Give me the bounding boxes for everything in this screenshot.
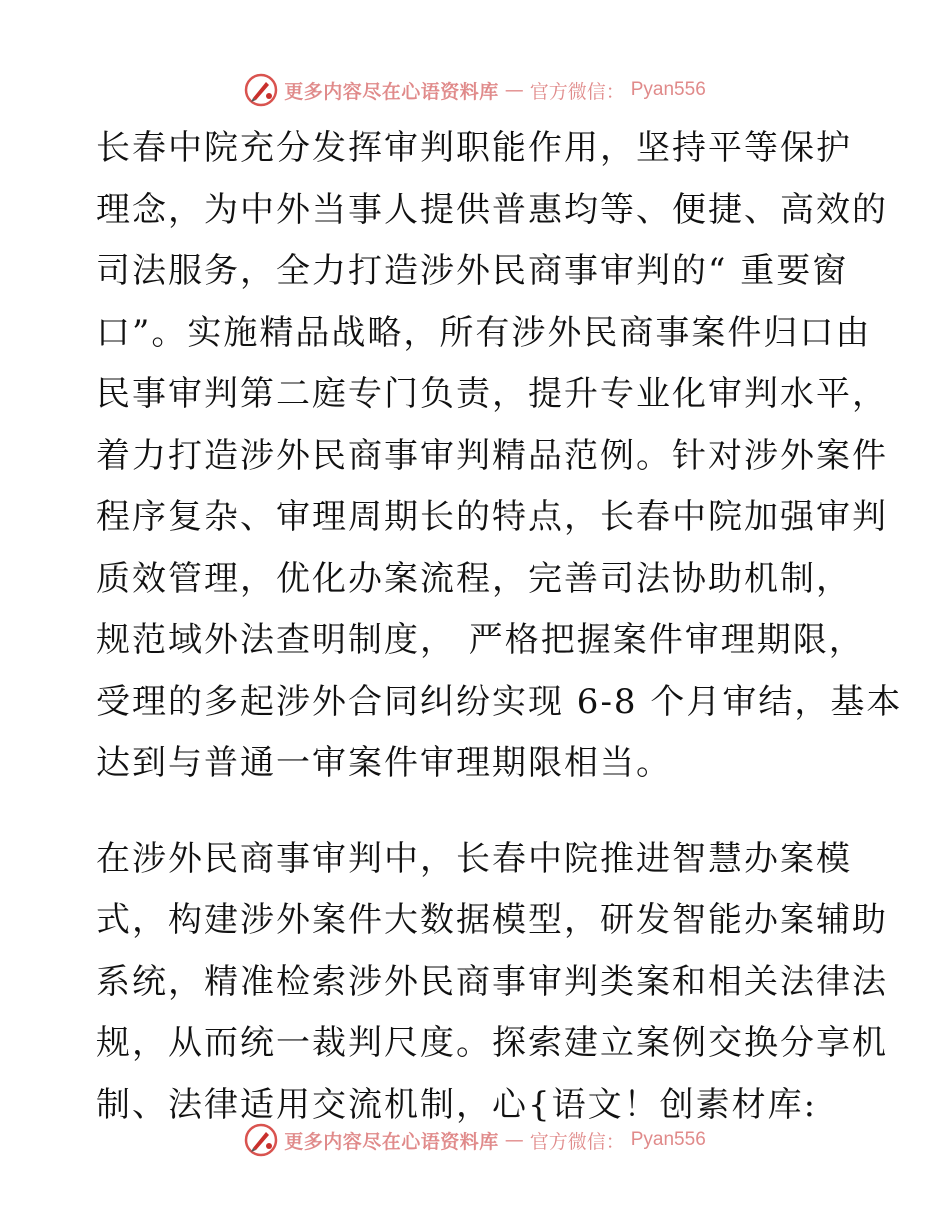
paragraph-line: 在涉外民商事审判中，长春中院推进智慧办案模 [96,838,852,879]
banner-wechat-label: 官方微信： [529,1130,625,1153]
paragraph-line: 司法服务，全力打造涉外民商事审判的“ 重要窗 [96,251,849,291]
paragraph-line: 规范域外法查明制度， 严格把握案件审理期限， [96,620,865,660]
paragraph-2 [96,829,888,1137]
quill-pen-logo-icon [244,73,278,107]
paragraph-line: 着力打造涉外民商事审判精品范例。针对涉外案件 [96,435,888,476]
paragraph-line: 规，从而统一裁判尺度。探索建立案例交换分享机 [96,1023,888,1063]
document-body [96,118,903,1136]
banner-dash: — [504,79,524,101]
footer-banner [0,1120,950,1160]
paragraph-line: 口”。实施精品战略，所有涉外民商事案件归口由 [96,312,872,353]
quill-pen-logo-icon [244,1123,278,1157]
banner-wechat-id: Pyan556 [630,1129,706,1150]
banner-wechat-id: Pyan556 [630,79,706,100]
paragraph-line: 长春中院充分发挥审判职能作用，坚持平等保护 [96,128,852,168]
banner-text: 更多内容尽在心语资料库 [284,1130,499,1153]
banner-wechat-label: 官方微信： [529,80,625,103]
paragraph-line: 质效管理，优化办案流程，完善司法协助机制， [96,558,852,599]
paragraph-line: 式，构建涉外案件大数据模型，研发智能办案辅助 [96,900,888,940]
paragraph-line: 理念，为中外当事人提供普惠均等、便捷、高效的 [96,189,888,230]
banner-text: 更多内容尽在心语资料库 [284,80,499,103]
paragraph-line: 受理的多起涉外合同纠纷实现 6-8 个月审结，基本 [96,681,903,722]
paragraph-line: 程序复杂、审理周期长的特点，长春中院加强审判 [96,497,888,537]
paragraph-line: 系统，精准检索涉外民商事审判类案和相关法律法 [96,961,888,1002]
paragraph-line: 达到与普通一审案件审理期限相当。 [96,743,672,783]
paragraph-line: 民事审判第二庭专门负责，提升专业化审判水平， [96,374,888,414]
paragraph-line: 制、法律适用交流机制，心{语文！创素材库: [96,1084,818,1125]
paragraph-1 [96,118,903,795]
header-banner [0,70,950,110]
banner-dash: — [504,1129,524,1151]
